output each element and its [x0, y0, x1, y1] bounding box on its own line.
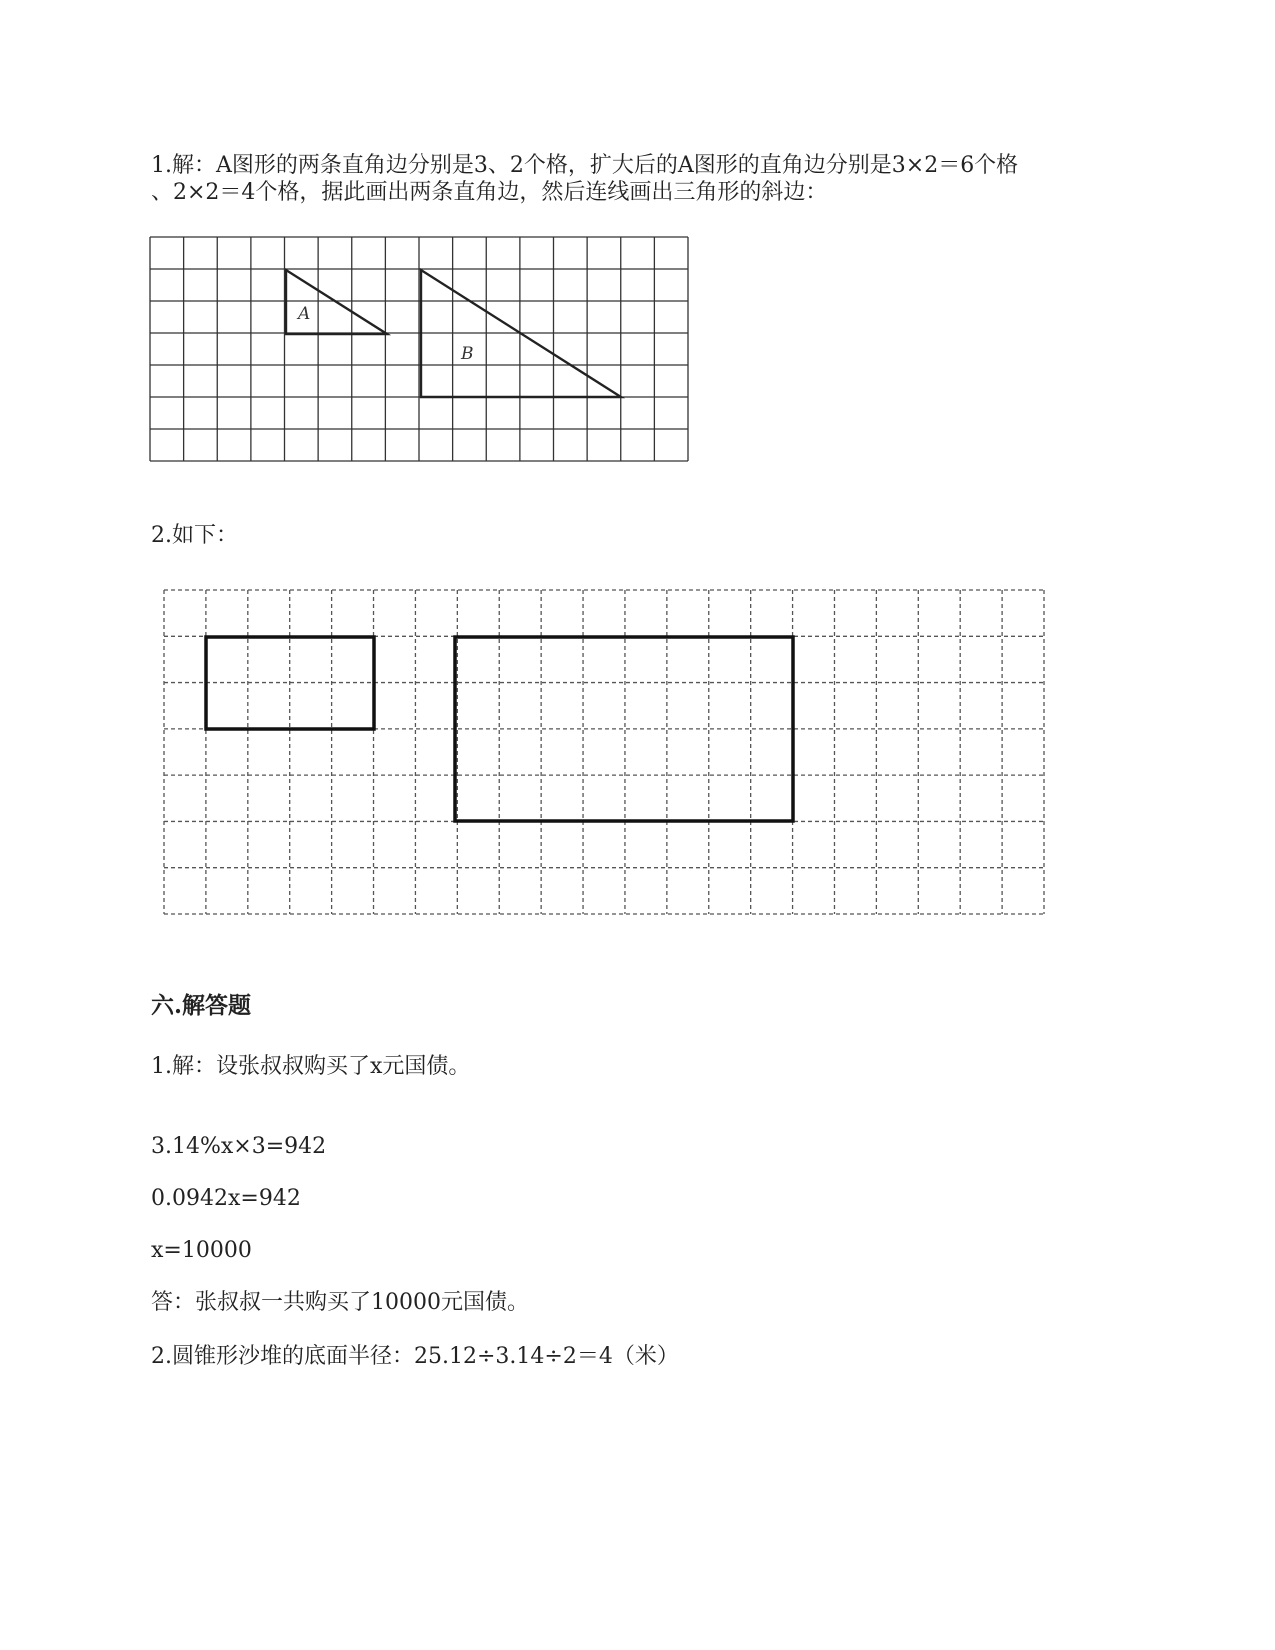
- section6-q1-step3: x=10000: [151, 1238, 252, 1263]
- triangle-grid-lines: [150, 237, 688, 461]
- triangle-a-label: A: [298, 304, 311, 324]
- section6-q1-answer: 答：张叔叔一共购买了10000元国债。: [151, 1290, 529, 1315]
- triangle-grid-figure: [150, 237, 692, 465]
- section6-q1-intro: 1.解：设张叔叔购买了x元国债。: [151, 1054, 471, 1079]
- section6-q2-line1: 2.圆锥形沙堆的底面半径：25.12÷3.14÷2＝4（米）: [151, 1344, 679, 1369]
- q1-answer-line2: 、2×2＝4个格，据此画出两条直角边，然后连线画出三角形的斜边：: [151, 180, 828, 205]
- triangle-b-label: B: [461, 344, 474, 364]
- section6-q1-step1: 3.14%x×3=942: [151, 1134, 327, 1159]
- triangle-a: [286, 270, 387, 334]
- q1-answer-line1: 1.解：A图形的两条直角边分别是3、2个格，扩大后的A图形的直角边分别是3×2＝6个格: [151, 153, 1019, 178]
- rectangle-grid-figure: [164, 590, 1048, 918]
- large-rectangle: [455, 637, 793, 821]
- q2-answer-line1: 2.如下：: [151, 523, 238, 548]
- section6-title: 六.解答题: [151, 992, 252, 1019]
- section6-q1-step2: 0.0942x=942: [151, 1186, 301, 1211]
